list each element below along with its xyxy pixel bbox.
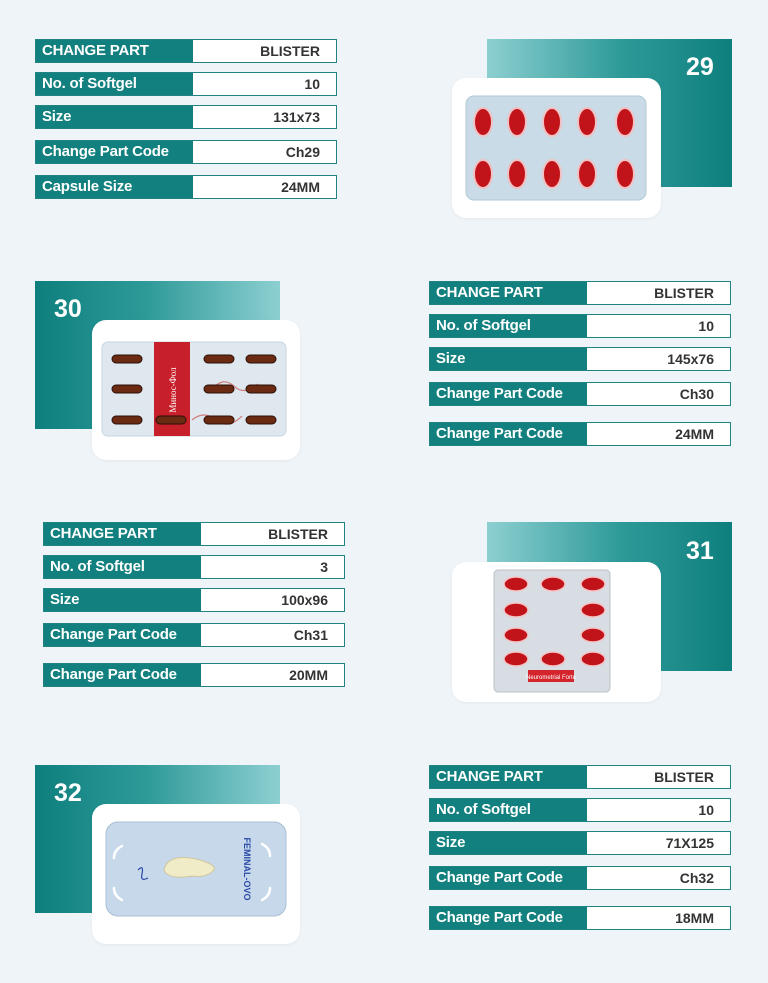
- spec-label: Size: [44, 589, 201, 611]
- spec-label: No. of Softgel: [430, 315, 587, 337]
- blister-image: [452, 562, 661, 702]
- spec-row-softgel-count: [429, 314, 731, 338]
- blister-photo-30: [92, 320, 300, 460]
- spec-label: Change Part Code: [430, 423, 587, 445]
- spec-label: Change Part Code: [430, 383, 587, 405]
- spec-row-part-code: [429, 382, 731, 406]
- blister-photo-31: [452, 562, 661, 702]
- spec-row-softgel-count: [43, 555, 345, 579]
- spec-value: 3: [320, 559, 328, 575]
- section-number: 32: [54, 779, 82, 807]
- spec-label: CHANGE PART: [36, 40, 193, 62]
- spec-label: Change Part Code: [430, 907, 587, 929]
- spec-label: CHANGE PART: [430, 282, 587, 304]
- spec-label: Size: [430, 832, 587, 854]
- spec-row-change-part: [35, 39, 337, 63]
- spec-value: Ch31: [293, 627, 328, 643]
- spec-value: 145x76: [667, 351, 714, 367]
- spec-row-capsule-size: [429, 906, 731, 930]
- spec-value: 10: [698, 318, 714, 334]
- section-number: 31: [686, 537, 714, 565]
- spec-value: 24MM: [281, 179, 320, 195]
- spec-value: 71X125: [665, 835, 714, 851]
- spec-value: 100x96: [281, 592, 328, 608]
- spec-row-size: [43, 588, 345, 612]
- spec-label: Change Part Code: [44, 664, 201, 686]
- spec-value: BLISTER: [654, 769, 714, 785]
- spec-row-capsule-size: [429, 422, 731, 446]
- blister-image: [92, 320, 300, 460]
- spec-label: CHANGE PART: [44, 523, 201, 545]
- spec-row-softgel-count: [35, 72, 337, 96]
- spec-row-part-code: [35, 140, 337, 164]
- pack-label-text: Минос-Фол: [168, 367, 178, 413]
- spec-label: Size: [430, 348, 587, 370]
- spec-row-part-code: [43, 623, 345, 647]
- spec-value: BLISTER: [654, 285, 714, 301]
- spec-label: No. of Softgel: [430, 799, 587, 821]
- spec-value: 10: [304, 76, 320, 92]
- spec-value: Ch30: [679, 386, 714, 402]
- spec-row-size: [35, 105, 337, 129]
- spec-row-capsule-size: [43, 663, 345, 687]
- spec-row-softgel-count: [429, 798, 731, 822]
- spec-value: 10: [698, 802, 714, 818]
- spec-row-size: [429, 831, 731, 855]
- spec-label: Capsule Size: [36, 176, 193, 198]
- pack-label-text: Neurometrial Forte: [525, 675, 577, 681]
- blister-image: [92, 804, 300, 944]
- spec-label: Size: [36, 106, 193, 128]
- blister-photo-32: [92, 804, 300, 944]
- spec-row-change-part: [43, 522, 345, 546]
- spec-label: Change Part Code: [430, 867, 587, 889]
- spec-row-part-code: [429, 866, 731, 890]
- blister-photo-29: [452, 78, 661, 218]
- spec-value: 131x73: [273, 109, 320, 125]
- spec-row-change-part: [429, 281, 731, 305]
- spec-row-change-part: [429, 765, 731, 789]
- spec-label: Change Part Code: [44, 624, 201, 646]
- spec-label: Change Part Code: [36, 141, 193, 163]
- spec-value: Ch29: [285, 144, 320, 160]
- pack-label-text: FEMINAL-OVO: [242, 837, 252, 901]
- spec-value: Ch32: [679, 870, 714, 886]
- blister-image: [452, 78, 661, 218]
- spec-label: No. of Softgel: [36, 73, 193, 95]
- spec-row-size: [429, 347, 731, 371]
- spec-value: 24MM: [675, 426, 714, 442]
- spec-label: CHANGE PART: [430, 766, 587, 788]
- spec-value: 18MM: [675, 910, 714, 926]
- spec-value: BLISTER: [268, 526, 328, 542]
- spec-row-capsule-size: [35, 175, 337, 199]
- spec-value: 20MM: [289, 667, 328, 683]
- section-number: 29: [686, 53, 714, 81]
- section-number: 30: [54, 295, 82, 323]
- spec-label: No. of Softgel: [44, 556, 201, 578]
- spec-value: BLISTER: [260, 43, 320, 59]
